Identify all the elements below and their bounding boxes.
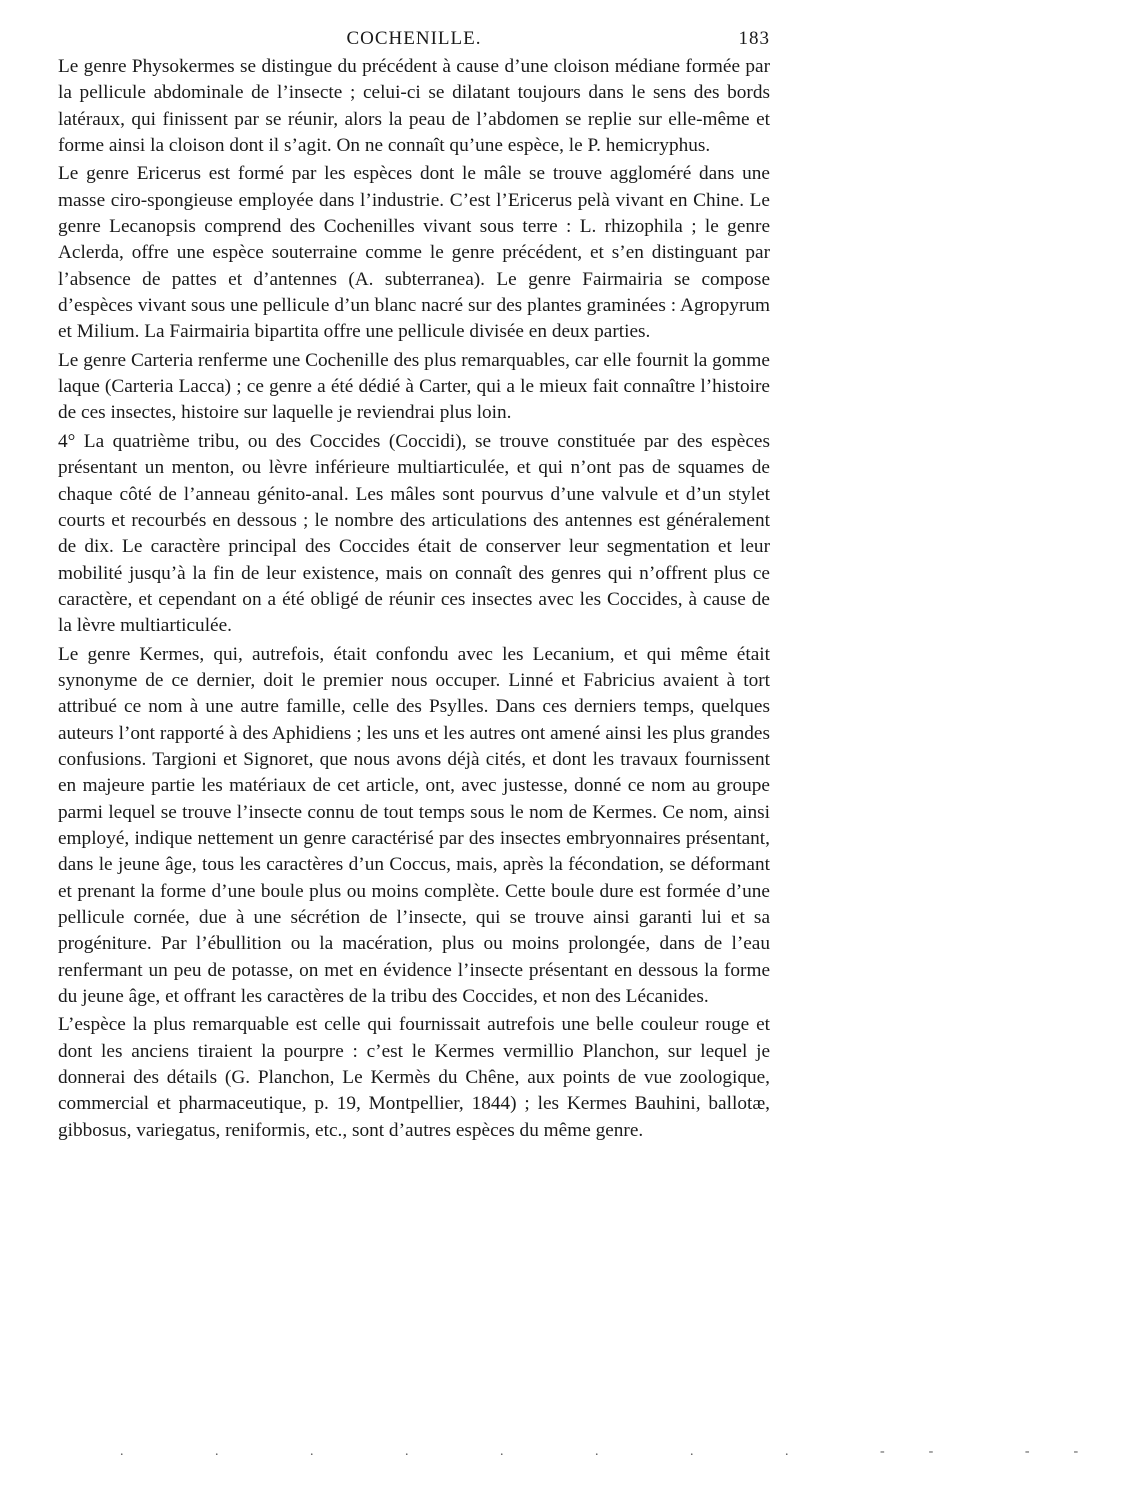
paragraph-physokermes: Le genre Physokermes se distingue du précédent à cause d’une cloison médiane formée par la pellicule abdominale de l’insecte ; celui-ci se dilatant toujours dans le sens des bords latéraux, qui finissent par se réunir, alors la peau de l’abdomen se replie sur elle-même et forme ainsi la cloison dont il s’agit. On ne connaît qu’une espèce, le P. hemicryphus. [58,56,770,157]
paragraph-coccides-tribe: 4° La quatrième tribu, ou des Coccides (Coccidi), se trouve constituée par des espèces présentant un menton, ou lèvre inférieure multiarticulée, et qui n’ont pas de squames de chaque côté de l’anneau génito-anal. Les mâles sont pourvus d’une valvule et d’un stylet courts et recourbés en dessous ; le nombre des articulations des antennes est généralement de dix. Le caractère principal des Coccides était de conserver leur segmentation et leur mobilité jusqu’à la fin de leur existence, mais on connaît des genres qui n’offrent plus ce caractère, et cependant on a été obligé de réunir ces insectes avec les Coccides, à cause de la lèvre multiarticulée. [58,430,770,637]
paragraph-kermes-vermillio: L’espèce la plus remarquable est celle qui fournissait autrefois une belle couleur rouge et dont les anciens tiraient la pourpre : c’est le Kermes vermillio Planchon, sur lequel je donnerai des détails (G. Planchon, Le Kermès du Chêne, aux points de vue zoologique, commercial et pharmaceutique, p. 19, Montpellier, 1844) ; les Kermes Bauhini, ballotæ, gibbosus, variegatus, reniformis, etc., sont d’autres espèces du même genre. [58,1014,770,1141]
paragraph-carteria: Le genre Carteria renferme une Cochenille des plus remarquables, car elle fournit la gomme laque (Carteria Lacca) ; ce genre a été dédié à Carter, qui a le mieux fait connaître l’histoire de ces insectes, histoire sur laquelle je reviendrai plus loin. [58,349,770,424]
footer-marks: . . . . . . . . -- -- [120,1444,1122,1459]
paragraph-kermes-genus: Le genre Kermes, qui, autrefois, était confondu avec les Lecanium, et qui même était synonyme de ce dernier, doit le premier nous occuper. Linné et Fabricius avaient à tort attribué ce nom à une autre famille, celle des Psylles. Dans ces derniers temps, quelques auteurs l’ont rapporté à des Aphidiens ; les uns et les autres ont amené ainsi les plus grandes confusions. Targioni et Signoret, que nous avons déjà cités, et dont les travaux fournissent en majeure partie les matériaux de cet article, ont, avec justesse, donné ce nom au groupe parmi lequel se trouve l’insecte connu de tout temps sous le nom de Kermes. Ce nom, ainsi employé, indique nettement un genre caractérisé par des insectes embryonnaires présentant, dans le jeune âge, tous les caractères d’un Coccus, mais, après la fécondation, se déformant et prenant la forme d’une boule plus ou moins complète. Cette boule dure est formée d’une pellicule cornée, due à une sécrétion de l’insecte, qui se trouve ainsi garanti lui et sa progéniture. Par l’ébullition ou la macération, plus ou moins prolongée, dans de l’eau renfermant un peu de potasse, on met en évidence l’insecte présentant en dessous la forme du jeune âge, et offrant les caractères de la tribu des Coccides, et non des Lécanides. [58,643,770,1008]
page [58,28,770,1146]
running-header [58,28,770,54]
paragraph-ericerus: Le genre Ericerus est formé par les espèces dont le mâle se trouve aggloméré dans une masse ciro-spongieuse employée dans l’industrie. C’est l’Ericerus pelà vivant en Chine. Le genre Lecanopsis comprend des Cochenilles vivant sous terre : L. rhizophila ; le genre Aclerda, offre une espèce souterraine comme le genre précédent, et s’en distinguant par l’absence de pattes et d’antennes (A. subterranea). Le genre Fairmairia se compose d’espèces vivant sous une pellicule d’un blanc nacré sur des plantes graminées : Agropyrum et Milium. La Fairmairia bipartita offre une pellicule divisée en deux parties. [58,163,770,343]
running-title: COCHENILLE. [346,28,482,49]
page-number: 183 [738,28,770,49]
